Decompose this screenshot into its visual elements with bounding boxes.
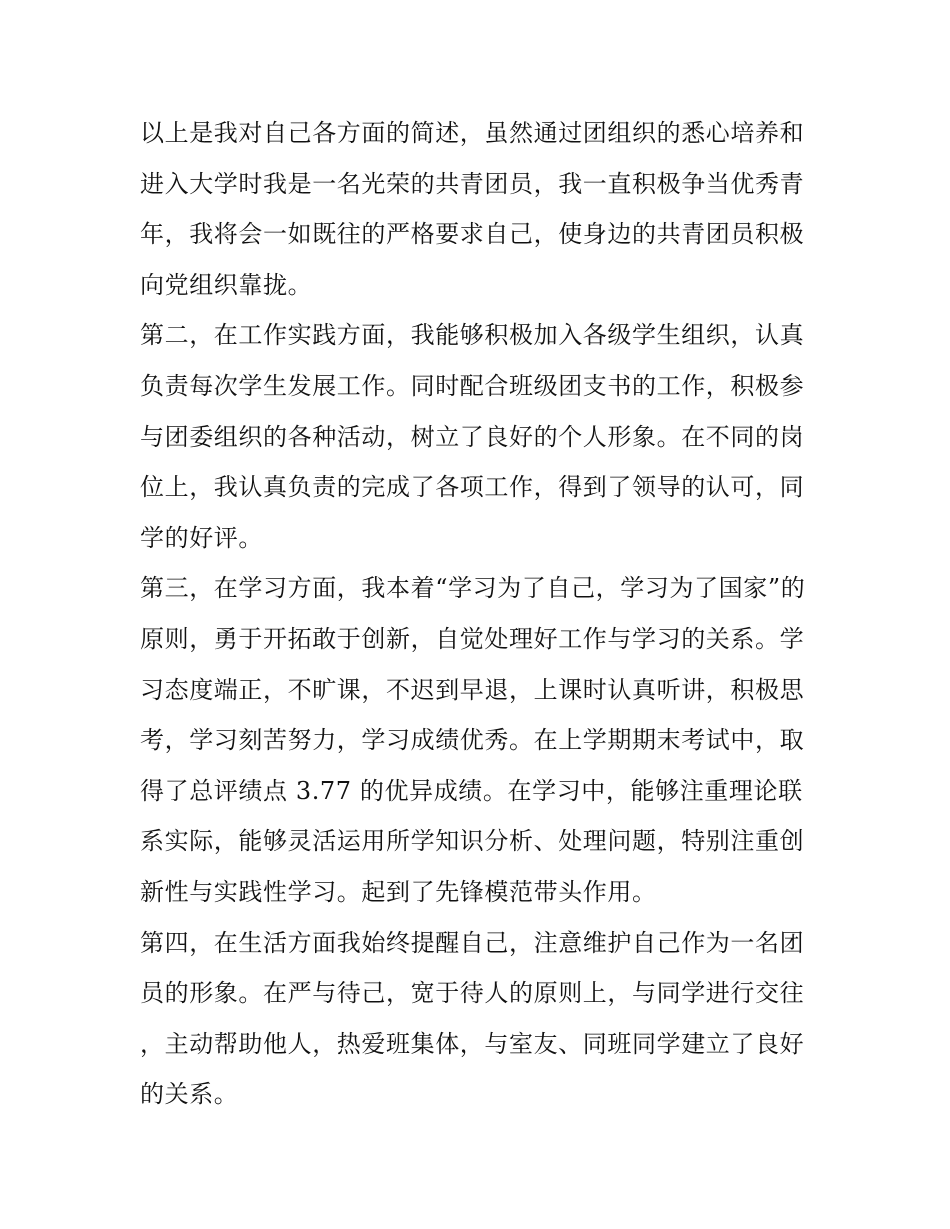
text-line: 进入大学时我是一名光荣的共青团员，我一直积极争当优秀青 (140, 169, 805, 198)
text-line: 得了总评绩点 3.77 的优异成绩。在学习中，能够注重理论联 (140, 776, 803, 805)
text-line: 系实际，能够灵活运用所学知识分析、处理问题，特别注重创 (140, 827, 805, 856)
text-line: 习态度端正，不旷课，不迟到早退，上课时认真听讲，积极思 (140, 675, 805, 704)
text-line: 学的好评。 (140, 523, 263, 552)
text-line: 新性与实践性学习。起到了先锋模范带头作用。 (140, 877, 657, 906)
text-line: 与团委组织的各种活动，树立了良好的个人形象。在不同的岗 (140, 422, 805, 451)
text-line: 员的形象。在严与待己，宽于待人的原则上，与同学进行交往 (140, 979, 805, 1008)
text-line: 第四，在生活方面我始终提醒自己，注意维护自己作为一名团 (140, 928, 805, 957)
text-line: 向党组织靠拢。 (140, 270, 313, 299)
text-line: 位上，我认真负责的完成了各项工作，得到了领导的认可，同 (140, 473, 805, 502)
text-line: 原则，勇于开拓敢于创新，自觉处理好工作与学习的关系。学 (140, 624, 805, 653)
body-text (140, 108, 830, 1120)
text-line: 年，我将会一如既往的严格要求自己，使身边的共青团员积极 (140, 220, 805, 249)
text-line: 负责每次学生发展工作。同时配合班级团支书的工作，积极参 (140, 371, 805, 400)
text-line: 考，学习刻苦努力，学习成绩优秀。在上学期期末考试中，取 (140, 726, 805, 755)
text-line: 以上是我对自己各方面的简述，虽然通过团组织的悉心培养和 (140, 119, 805, 147)
text-line: ，主动帮助他人，热爱班集体，与室友、同班同学建立了良好 (140, 1029, 805, 1058)
text-line: 第二，在工作实践方面，我能够积极加入各级学生组织，认真 (140, 321, 805, 350)
text-line: 的关系。 (140, 1080, 239, 1109)
text-line: 第三，在学习方面，我本着“学习为了自己，学习为了国家”的 (140, 574, 806, 603)
